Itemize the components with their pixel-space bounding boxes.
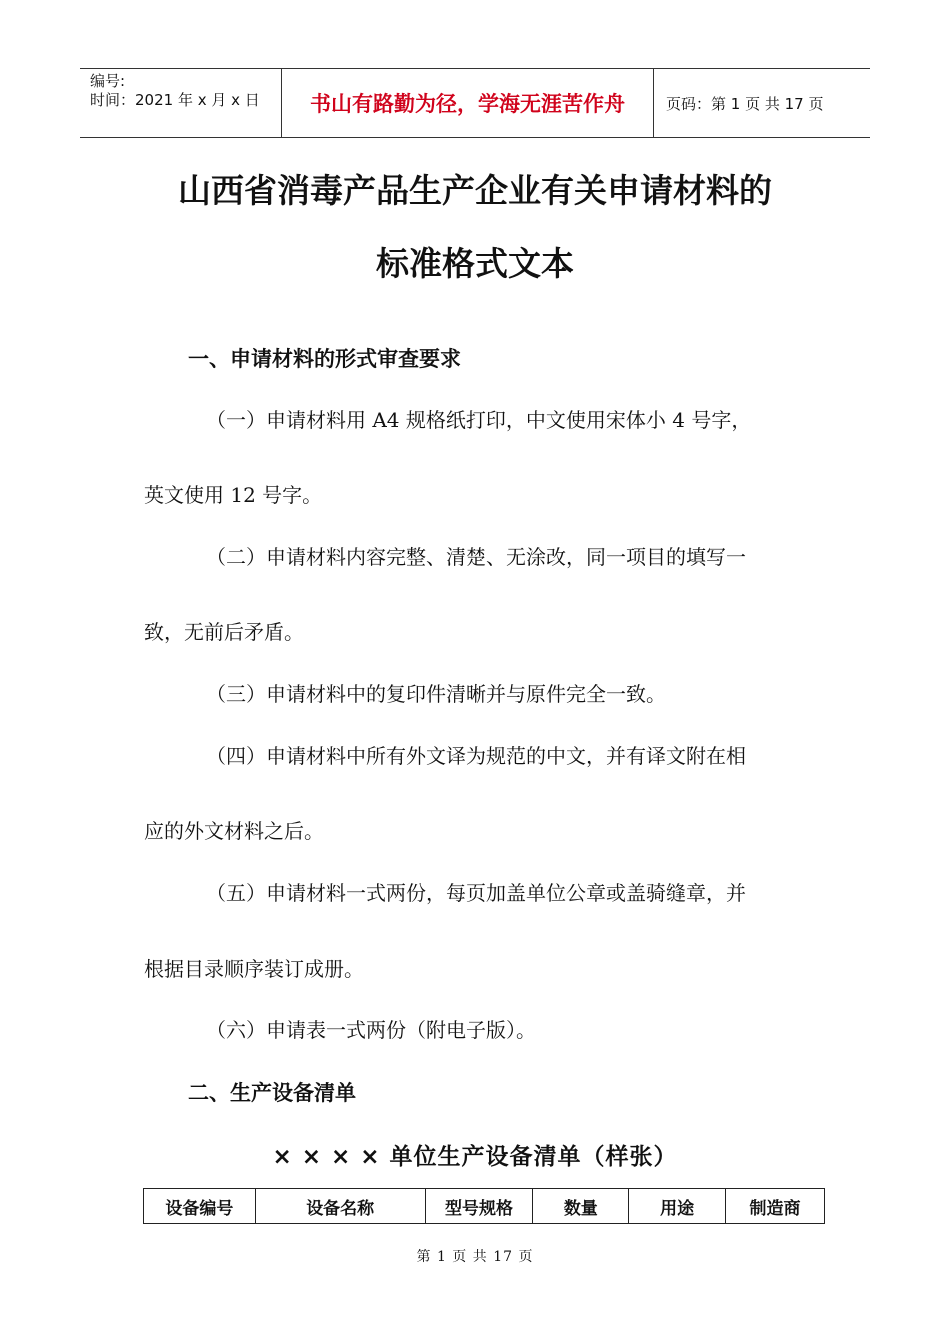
- header-motto: 书山有路勤为径，学海无涯苦作舟: [282, 69, 654, 137]
- document-title-line2: 标准格式文本: [376, 244, 574, 283]
- item3-line1: （三）申请材料中的复印件清晰并与原件完全一致。: [206, 682, 666, 706]
- col-model-spec: 型号规格: [425, 1189, 533, 1224]
- item4-line1: （四）申请材料中所有外文译为规范的中文，并有译文附在相: [206, 744, 746, 768]
- col-purpose: 用途: [629, 1189, 726, 1224]
- time-label: 时间：2021 年 x 月 x 日: [90, 91, 260, 109]
- item6-line1: （六）申请表一式两份（附电子版）。: [206, 1018, 536, 1042]
- section2-heading: 二、生产设备清单: [188, 1081, 356, 1105]
- col-quantity: 数量: [533, 1189, 629, 1224]
- document-header: [80, 68, 870, 138]
- item1-line1: （一）申请材料用 A4 规格纸打印，中文使用宋体小 4 号字，: [206, 408, 752, 432]
- section1-heading: 一、申请材料的形式审查要求: [188, 347, 461, 371]
- item2-line2: 致，无前后矛盾。: [144, 620, 304, 644]
- col-equipment-name: 设备名称: [255, 1189, 425, 1224]
- item5-line2: 根据目录顺序装订成册。: [144, 957, 364, 981]
- equipment-table-title: × × × × 单位生产设备清单（样张）: [272, 1144, 678, 1170]
- header-meta-cell: [80, 69, 282, 137]
- col-manufacturer: 制造商: [726, 1189, 825, 1224]
- col-equipment-id: 设备编号: [144, 1189, 256, 1224]
- item5-line1: （五）申请材料一式两份，每页加盖单位公章或盖骑缝章，并: [206, 881, 746, 905]
- equipment-table: [143, 1188, 825, 1224]
- item1-line2: 英文使用 12 号字。: [144, 483, 323, 507]
- item4-line2: 应的外文材料之后。: [144, 819, 324, 843]
- header-page-info: 页码：第 1 页 共 17 页: [666, 94, 824, 113]
- page-footer: 第 1 页 共 17 页: [416, 1249, 534, 1265]
- item2-line1: （二）申请材料内容完整、清楚、无涂改，同一项目的填写一: [206, 545, 746, 569]
- table-header-row: [144, 1189, 825, 1224]
- number-label: 编号:: [90, 72, 126, 90]
- document-title-line1: 山西省消毒产品生产企业有关申请材料的: [178, 171, 772, 210]
